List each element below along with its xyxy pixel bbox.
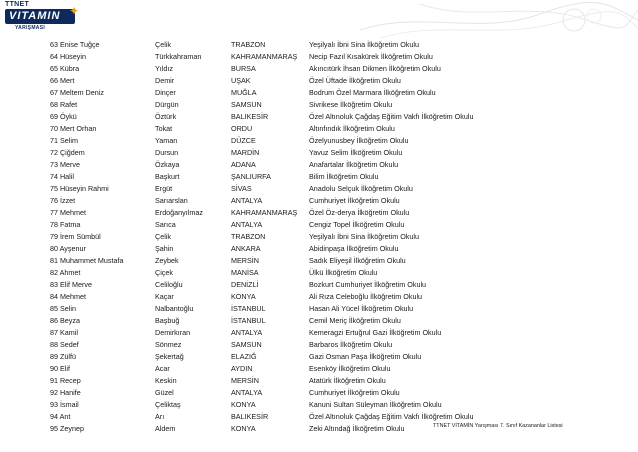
winner-surname: Çelik (155, 40, 171, 49)
winner-surname: Arı (155, 412, 165, 421)
list-item (0, 39, 638, 51)
winner-school: Gazi Osman Paşa İlköğretim Okulu (309, 352, 422, 361)
winner-name: 74 Halil (50, 172, 74, 181)
winner-school: Yeşilyalı İbni Sina İlköğretim Okulu (309, 40, 419, 49)
winner-name: 81 Muhammet Mustafa (50, 256, 124, 265)
list-item (0, 291, 638, 303)
winner-city: KAHRAMANMARAŞ (231, 52, 298, 61)
winner-school: Özelyunusbey İlköğretim Okulu (309, 136, 409, 145)
winner-school: Cumhuriyet İlköğretim Okulu (309, 388, 400, 397)
winner-city: MANİSA (231, 268, 259, 277)
list-item (0, 327, 638, 339)
winner-surname: Keskin (155, 376, 177, 385)
winner-name: 83 Elif Merve (50, 280, 92, 289)
winner-surname: Demir (155, 76, 175, 85)
winner-city: KAHRAMANMARAŞ (231, 208, 298, 217)
winner-name: 77 Mehmet (50, 208, 86, 217)
winner-surname: Dürgün (155, 100, 179, 109)
list-item (0, 171, 638, 183)
winner-name: 66 Mert (50, 76, 75, 85)
list-item (0, 207, 638, 219)
winner-name: 72 Çiğdem (50, 148, 85, 157)
winner-city: ELAZIĞ (231, 352, 257, 361)
list-item (0, 267, 638, 279)
winner-surname: Demirkıran (155, 328, 191, 337)
winner-surname: Acar (155, 364, 170, 373)
list-item (0, 87, 638, 99)
winner-city: ADANA (231, 160, 256, 169)
list-item (0, 255, 638, 267)
winner-surname: Yıldız (155, 64, 173, 73)
winner-surname: Güzel (155, 388, 174, 397)
winner-school: Sivrikese İlköğretim Okulu (309, 100, 393, 109)
winner-school: Barbaros İlköğretim Okulu (309, 340, 393, 349)
winner-city: ANTALYA (231, 328, 263, 337)
winner-name: 90 Elif (50, 364, 70, 373)
winner-school: Bozkurt Cumhuriyet İlköğretim Okulu (309, 280, 427, 289)
winner-name: 65 Kübra (50, 64, 80, 73)
winner-school: Necip Fazıl Kısakürek İlköğretim Okulu (309, 52, 433, 61)
header-banner (0, 0, 638, 34)
winner-school: Zeki Altındağ İlköğretim Okulu (309, 424, 405, 433)
list-item (0, 375, 638, 387)
winner-city: KONYA (231, 292, 256, 301)
winner-name: 86 Beyza (50, 316, 80, 325)
winner-city: MUĞLA (231, 88, 257, 97)
list-item (0, 75, 638, 87)
winner-city: ANKARA (231, 244, 261, 253)
list-item (0, 63, 638, 75)
list-item (0, 135, 638, 147)
winner-school: Yavuz Selim İlköğretim Okulu (309, 148, 403, 157)
winner-school: Anadolu Selçuk İlköğretim Okulu (309, 184, 413, 193)
list-item (0, 231, 638, 243)
winner-name: 75 Hüseyin Rahmi (50, 184, 109, 193)
winner-school: Ülkü İlköğretim Okulu (309, 268, 378, 277)
winner-name: 79 İrem Sümbül (50, 232, 101, 241)
list-item (0, 243, 638, 255)
list-item (0, 219, 638, 231)
list-item (0, 387, 638, 399)
list-item (0, 147, 638, 159)
winner-surname: Nalbantoğlu (155, 304, 194, 313)
winner-surname: Çeliktaş (155, 400, 181, 409)
winner-city: SİVAS (231, 184, 252, 193)
winner-school: Akıncıtürk İhsan Dikmen İlköğretim Okulu (309, 64, 441, 73)
winner-school: Ali Rıza Celeboğlu İlköğretim Okulu (309, 292, 423, 301)
winner-surname: Çelik (155, 232, 171, 241)
logo-plate (5, 9, 75, 24)
winner-school: Hasan Ali Yücel İlköğretim Okulu (309, 304, 414, 313)
winner-city: KONYA (231, 400, 256, 409)
winner-surname: Şahin (155, 244, 174, 253)
winner-city: SAMSUN (231, 340, 262, 349)
winner-name: 68 Rafet (50, 100, 78, 109)
winner-school: Yeşilyalı İbni Sina İlköğretim Okulu (309, 232, 419, 241)
winner-surname: Türkkahraman (155, 52, 202, 61)
winner-name: 70 Mert Orhan (50, 124, 97, 133)
winner-city: ORDU (231, 124, 253, 133)
winner-school: Altınfındık İlköğretim Okulu (309, 124, 395, 133)
winner-city: TRABZON (231, 232, 266, 241)
ttnet-vitamin-logo (5, 1, 89, 32)
winner-surname: Celiloğlu (155, 280, 183, 289)
winner-city: BURSA (231, 64, 256, 73)
winner-name: 67 Meltem Deniz (50, 88, 104, 97)
winner-school: Bilim İlköğretim Okulu (309, 172, 379, 181)
star-icon: ✦ (69, 4, 80, 18)
decorative-swirl-icon (360, 0, 638, 40)
winner-name: 80 Ayşenur (50, 244, 86, 253)
winner-school: Atatürk İlköğretim Okulu (309, 376, 386, 385)
winner-school: Özel Altınoluk Çağdaş Eğitim Vakfı İlköğretim Okulu (309, 112, 474, 121)
winner-city: DENİZLİ (231, 280, 259, 289)
winner-school: Özel Üftade İlköğretim Okulu (309, 76, 401, 85)
list-item (0, 411, 638, 423)
winner-name: 76 İzzet (50, 196, 76, 205)
winner-surname: Dinçer (155, 88, 176, 97)
winner-surname: Özkaya (155, 160, 180, 169)
list-item (0, 363, 638, 375)
winner-surname: Zeybek (155, 256, 179, 265)
winner-name: 94 Ant (50, 412, 71, 421)
winner-city: ANTALYA (231, 388, 263, 397)
list-item (0, 183, 638, 195)
winner-surname: Şekertağ (155, 352, 184, 361)
winner-surname: Erdoğanyılmaz (155, 208, 203, 217)
winner-city: MARDİN (231, 148, 260, 157)
logo-main-text: VITAMIN (9, 10, 61, 22)
winner-surname: Çiçek (155, 268, 173, 277)
winner-name: 78 Fatma (50, 220, 81, 229)
list-item (0, 303, 638, 315)
list-item (0, 111, 638, 123)
winner-name: 73 Merve (50, 160, 80, 169)
winner-city: DÜZCE (231, 136, 256, 145)
winner-name: 89 Zülfü (50, 352, 76, 361)
winner-school: Abidinpaşa İlköğretim Okulu (309, 244, 399, 253)
list-item (0, 351, 638, 363)
winner-surname: Dursun (155, 148, 179, 157)
winner-city: ANTALYA (231, 220, 263, 229)
winner-school: Cengiz Topel İlköğretim Okulu (309, 220, 405, 229)
winner-surname: Sönmez (155, 340, 182, 349)
winner-city: KONYA (231, 424, 256, 433)
winner-name: 82 Ahmet (50, 268, 81, 277)
winner-school: Özel Altınoluk Çağdaş Eğitim Vakfı İlköğretim Okulu (309, 412, 474, 421)
winner-name: 88 Sedef (50, 340, 79, 349)
winner-name: 91 Recep (50, 376, 81, 385)
winner-name: 85 Selin (50, 304, 76, 313)
winner-name: 95 Zeynep (50, 424, 84, 433)
winner-city: MERSİN (231, 256, 259, 265)
logo-sub-text: YARIŞMASI (15, 25, 46, 31)
winner-school: Özel Öz-derya İlköğretim Okulu (309, 208, 410, 217)
winner-school: Bodrum Özel Marmara İlköğretim Okulu (309, 88, 436, 97)
winner-name: 93 İsmail (50, 400, 79, 409)
winner-city: BALIKESİR (231, 112, 269, 121)
winner-name: 92 Hanife (50, 388, 81, 397)
winner-city: İSTANBUL (231, 316, 266, 325)
winner-city: MERSİN (231, 376, 259, 385)
winner-surname: Tokat (155, 124, 173, 133)
winner-surname: Ergüt (155, 184, 173, 193)
winner-school: Kemeragzi Ertuğrul Gazi İlköğretim Okulu (309, 328, 442, 337)
list-item (0, 399, 638, 411)
winner-school: Esenköy İlköğretim Okulu (309, 364, 391, 373)
winner-surname: Kaçar (155, 292, 174, 301)
list-item (0, 279, 638, 291)
list-item (0, 99, 638, 111)
list-item (0, 51, 638, 63)
winner-name: 84 Mehmet (50, 292, 86, 301)
winner-surname: Başkurt (155, 172, 180, 181)
winner-name: 69 Öykü (50, 112, 77, 121)
winner-school: Anafartalar İlköğretim Okulu (309, 160, 399, 169)
winner-name: 87 Kamil (50, 328, 78, 337)
winner-city: AYDIN (231, 364, 253, 373)
winner-surname: Başbuğ (155, 316, 180, 325)
winner-city: İSTANBUL (231, 304, 266, 313)
winner-city: ANTALYA (231, 196, 263, 205)
winner-school: Cumhuriyet İlköğretim Okulu (309, 196, 400, 205)
logo-top-text: TTNET (5, 1, 30, 8)
winner-school: Sadık Eliyeşil İlköğretim Okulu (309, 256, 406, 265)
winner-surname: Sarıarslan (155, 196, 188, 205)
winner-city: UŞAK (231, 76, 251, 85)
winner-city: TRABZON (231, 40, 266, 49)
winner-name: 64 Hüseyin (50, 52, 86, 61)
list-item (0, 315, 638, 327)
winner-school: Kanuni Sultan Süleyman İlköğretim Okulu (309, 400, 442, 409)
winner-surname: Yaman (155, 136, 178, 145)
list-item (0, 195, 638, 207)
winner-surname: Aldem (155, 424, 176, 433)
list-item (0, 123, 638, 135)
winner-name: 63 Enise Tuğçe (50, 40, 100, 49)
winner-surname: Öztürk (155, 112, 177, 121)
winner-city: SAMSUN (231, 100, 262, 109)
winner-school: Cemil Meriç İlköğretim Okulu (309, 316, 401, 325)
winner-name: 71 Selim (50, 136, 78, 145)
list-item (0, 159, 638, 171)
winner-city: ŞANLIURFA (231, 172, 271, 181)
winner-surname: Sarıca (155, 220, 176, 229)
winner-city: BALIKESİR (231, 412, 269, 421)
footer-caption: TTNET VİTAMİN Yarışması 7. Sınıf Kazananlar Listesi (433, 423, 563, 429)
list-item (0, 339, 638, 351)
